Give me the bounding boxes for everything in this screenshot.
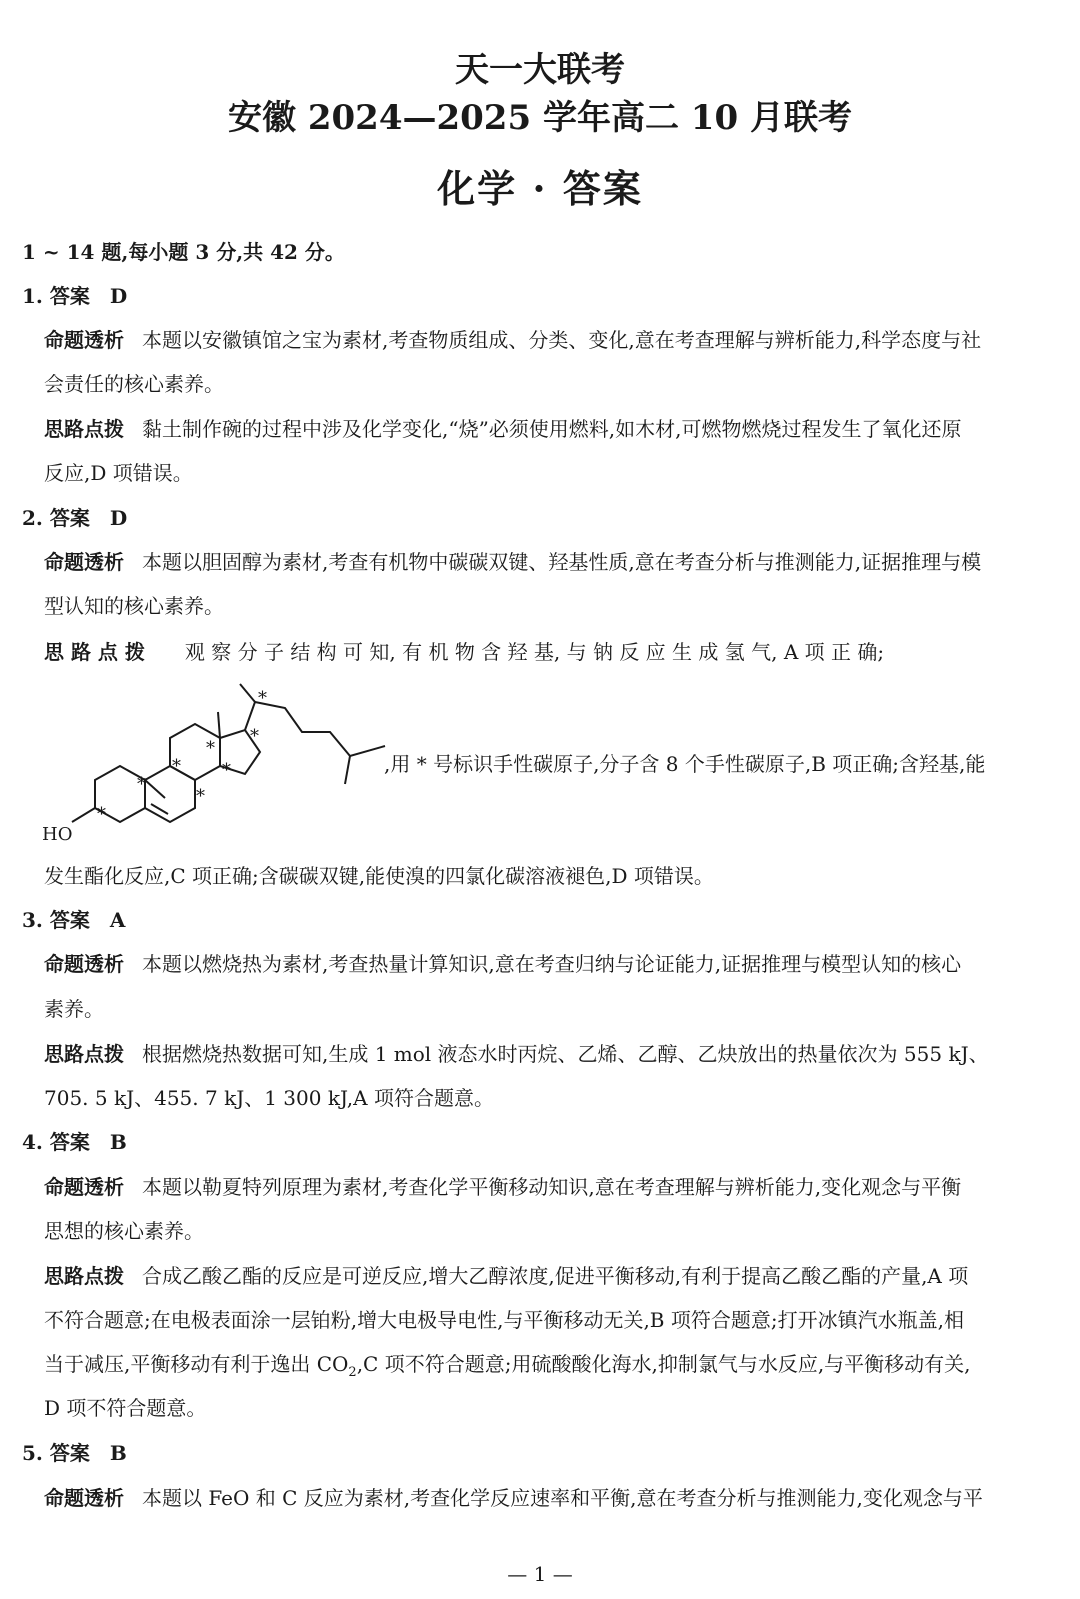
q2-answer [22,504,127,532]
chiral-star: * [97,804,106,825]
q1-analysis-label: 命题透析 [44,328,124,352]
chiral-star: * [206,738,215,759]
q3-answer [22,906,125,934]
page-number: — 1 — [507,1562,573,1586]
q4-answer-text: 4. 答案 B [22,1130,127,1154]
q1-analysis-cont: 会责任的核心素养。 [44,372,224,396]
q2-analysis-line [44,548,981,576]
q3-analysis-cont: 素养。 [44,997,104,1021]
q4-hint-part-b: ,C 项不符合题意;用硫酸酸化海水,抑制氯气与水反应,与平衡移动有关, [356,1352,971,1376]
q4-hint-line [44,1262,968,1290]
q4-hint-cont-3: D 项不符合题意。 [44,1396,207,1420]
chiral-star: * [172,756,181,777]
q1-hint-line [44,415,962,443]
q4-analysis-text: 本题以勒夏特列原理为素材,考查化学平衡移动知识,意在考查理解与辨析能力,变化观念与平衡 [142,1175,962,1199]
side-chain-terminal [345,756,350,784]
q1-hint-cont: 反应,D 项错误。 [44,461,193,485]
q1-hint-text: 黏土制作碗的过程中涉及化学变化,“烧”必须使用燃料,如木材,可燃物燃烧过程发生了氧化还原 [142,417,962,441]
q2-analysis-cont: 型认知的核心素养。 [44,594,224,618]
q4-hint-label: 思路点拨 [44,1264,124,1288]
side-chain [255,702,385,756]
chiral-star: * [250,726,259,747]
q1-answer-text: 1. 答案 D [22,284,128,308]
q4-hint-cont-2 [44,1350,971,1387]
q4-hint-cont-1: 不符合题意;在电极表面涂一层铂粉,增大电极导电性,与平衡移动无关,B 项符合题意;打开冰镇汽水瓶盖,相 [44,1308,964,1332]
methyl-c13 [218,712,220,738]
q2-hint-text: 观 察 分 子 结 构 可 知, 有 机 物 含 羟 基, 与 钠 反 应 生 成 氢 气, A 项 正 确; [184,640,885,664]
q1-answer [22,282,127,310]
chiral-star: * [222,760,231,781]
co2-subscript: 2 [348,1365,357,1380]
q5-analysis-line [44,1484,983,1512]
side-chain-branch [240,684,255,730]
exam-name-title: 安徽 2024—2025 学年高二 10 月联考 [228,98,852,138]
chiral-star: * [137,774,146,795]
section-intro: 1 ~ 14 题,每小题 3 分,共 42 分。 [22,240,345,264]
q3-hint-label: 思路点拨 [44,1042,124,1066]
q2-analysis-label: 命题透析 [44,550,124,574]
q4-analysis-label: 命题透析 [44,1175,124,1199]
q2-analysis-text: 本题以胆固醇为素材,考查有机物中碳碳双键、羟基性质,意在考查分析与推测能力,证据推理与模 [142,550,982,574]
hydroxyl-label: HO [42,824,73,845]
q5-analysis-label: 命题透析 [44,1486,124,1510]
q2-hint-cont: ,用 * 号标识手性碳原子,分子含 8 个手性碳原子,B 项正确;含羟基,能 [384,752,986,776]
q3-hint-cont: 705. 5 kJ、455. 7 kJ、1 300 kJ,A 项符合题意。 [44,1086,494,1110]
hydroxyl-bond [72,808,95,822]
chiral-star: * [258,688,267,709]
q3-hint-line [44,1040,989,1068]
q4-hint-text: 合成乙酸乙酯的反应是可逆反应,增大乙醇浓度,促进平衡移动,有利于提高乙酸乙酯的产量,A 项 [142,1264,969,1288]
q1-analysis-line [44,326,981,354]
ring-b [145,766,195,822]
q2-hint-line [44,638,884,666]
methyl-c10 [145,780,165,798]
cholesterol-structure-diagram [40,680,390,850]
q2-hint-end: 发生酯化反应,C 项正确;含碳碳双键,能使溴的四氯化碳溶液褪色,D 项错误。 [44,864,714,888]
q3-hint-text: 根据燃烧热数据可知,生成 1 mol 液态水时丙烷、乙烯、乙醇、乙炔放出的热量依次为 555 kJ、 [142,1042,989,1066]
chiral-star: * [196,786,205,807]
q1-analysis-text: 本题以安徽镇馆之宝为素材,考查物质组成、分类、变化,意在考查理解与辨析能力,科学态度与社 [142,328,982,352]
q2-hint-label: 思 路 点 拨 [44,640,145,664]
q4-answer [22,1128,127,1156]
q3-analysis-label: 命题透析 [44,952,124,976]
q3-analysis-text: 本题以燃烧热为素材,考查热量计算知识,意在考查归纳与论证能力,证据推理与模型认知的核心 [142,952,962,976]
q5-analysis-text: 本题以 FeO 和 C 反应为素材,考查化学反应速率和平衡,意在考查分析与推测能力,变化观念与平 [142,1486,983,1510]
q3-analysis-line [44,950,961,978]
q4-analysis-line [44,1173,961,1201]
subject-title: 化学 · 答案 [437,166,643,211]
q2-answer-text: 2. 答案 D [22,506,128,530]
q5-answer [22,1439,127,1467]
q4-hint-part-a: 当于减压,平衡移动有利于逸出 CO [44,1352,349,1376]
q1-hint-label: 思路点拨 [44,417,124,441]
q3-answer-text: 3. 答案 A [22,908,126,932]
q4-analysis-cont: 思想的核心素养。 [44,1219,204,1243]
exam-org-title: 天一大联考 [455,50,625,90]
q5-answer-text: 5. 答案 B [22,1441,127,1465]
